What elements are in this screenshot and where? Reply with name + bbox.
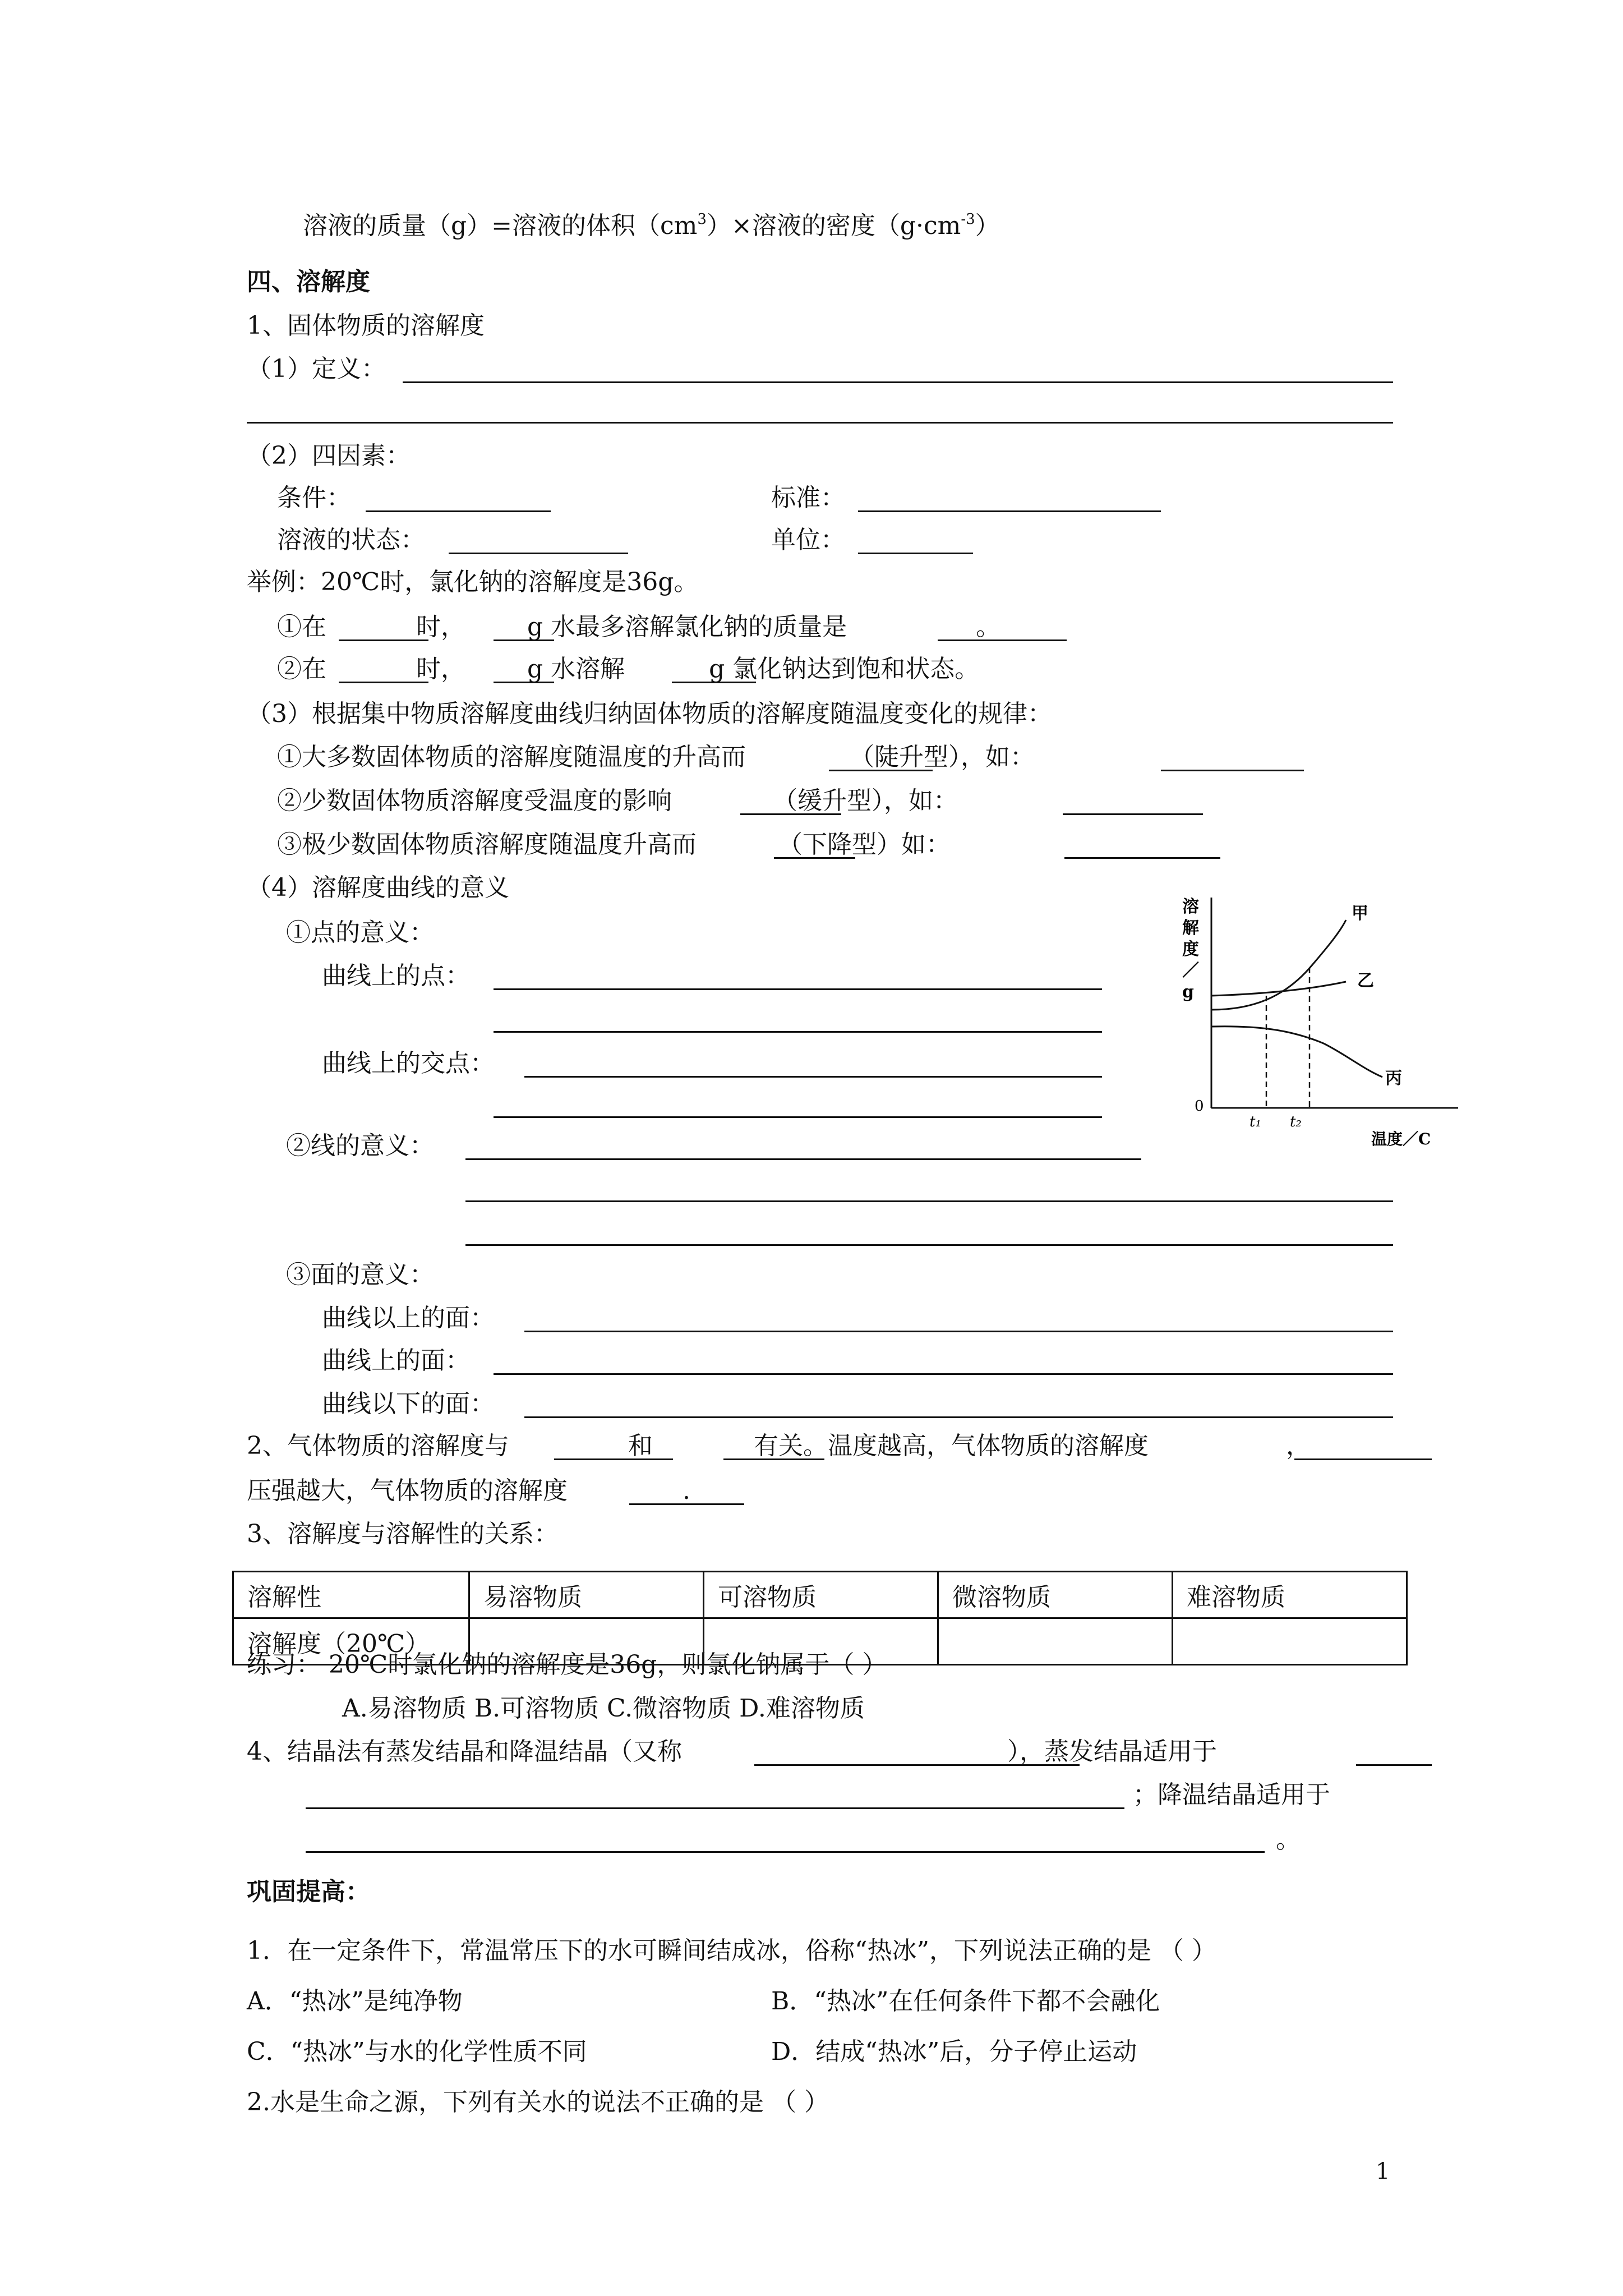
answer-line — [629, 1503, 744, 1505]
answer-line — [465, 1200, 1393, 1202]
answer-line — [403, 381, 1393, 383]
area-on-label: 曲线上的面： — [322, 1346, 470, 1375]
page-number: 1 — [1376, 2159, 1390, 2184]
example-text: 举例：20℃时，氯化钠的溶解度是36g。 — [247, 568, 699, 596]
solubility-curve-chart — [1178, 892, 1469, 1150]
definition-label: （1）定义： — [247, 355, 386, 383]
answer-line — [494, 1373, 1393, 1375]
practice-question: 练习： 20℃时氯化钠的溶解度是36g，则氯化钠属于（ ） — [247, 1650, 887, 1679]
answer-line — [774, 857, 855, 859]
q1-option-c: C．“热冰”与水的化学性质不同 — [247, 2037, 587, 2066]
example-1: ①在 时， g 水最多溶解氯化钠的质量是 。 — [277, 613, 1001, 641]
q1-option-a: A．“热冰”是纯净物 — [247, 1987, 463, 2016]
consolidate-heading: 巩固提高： — [247, 1878, 370, 1906]
answer-line — [1161, 770, 1304, 771]
answer-line — [494, 639, 554, 641]
answer-line — [306, 1807, 1124, 1809]
series-bing-label: 丙 — [1385, 1069, 1402, 1088]
answer-line — [554, 1458, 673, 1460]
answer-line — [1063, 813, 1203, 815]
four-factors-label: （2）四因素： — [247, 441, 411, 470]
t2-tick-label: t₂ — [1290, 1114, 1302, 1130]
volume-density-formula: 溶液的质量（g）=溶液的体积$(cm^3)\times$溶液的密度$(g\cdot cm^{-3})$ — [303, 211, 1000, 240]
practice-options: A.易溶物质 B.可溶物质 C.微溶物质 D.难溶物质 — [342, 1694, 865, 1723]
relation-title: 3、溶解度与溶解性的关系： — [247, 1520, 559, 1548]
table-cell: 溶解度（20℃） — [233, 1618, 469, 1665]
table-cell: 微溶物质 — [938, 1572, 1173, 1618]
answer-line — [938, 639, 1067, 641]
solution-state-label: 溶液的状态： — [277, 526, 425, 554]
rule-1: ①大多数固体物质的溶解度随温度的升高而 （陡升型），如： — [277, 743, 1035, 771]
y-axis-label-char: 度 — [1182, 940, 1199, 959]
y-axis-label-char: g — [1182, 982, 1194, 1002]
table-cell: 溶解性 — [233, 1572, 469, 1618]
section-heading: 四、溶解度 — [247, 268, 370, 296]
answer-line — [339, 682, 428, 683]
answer-line — [524, 1416, 1393, 1418]
line-meaning-label: ②线的意义： — [286, 1131, 434, 1160]
crystallization-text: 4、结晶法有蒸发结晶和降温结晶（又称 ），蒸发结晶适用于 — [247, 1737, 1217, 1766]
crystallization-end: 。 — [1276, 1825, 1301, 1854]
standard-label: 标准： — [771, 484, 845, 512]
example-2: ②在 时， g 水溶解 g 氯化钠达到饱和状态。 — [277, 655, 980, 683]
x-axis-label: 温度／C — [1371, 1130, 1431, 1148]
question-2: 2.水是生命之源，下列有关水的说法不正确的是 （ ） — [247, 2088, 829, 2116]
y-axis-label-char: 溶 — [1182, 897, 1199, 917]
area-meaning-label: ③面的意义： — [286, 1260, 434, 1289]
answer-line — [366, 510, 551, 512]
answer-line — [465, 1158, 1141, 1160]
answer-line — [672, 682, 756, 683]
answer-line — [494, 682, 554, 683]
answer-line — [449, 553, 628, 554]
answer-line — [339, 639, 428, 641]
table-cell: 易溶物质 — [469, 1572, 704, 1618]
q1-option-d: D．结成“热冰”后，分子停止运动 — [771, 2037, 1137, 2066]
rule-intro: （3）根据集中物质溶解度曲线归纳固体物质的溶解度随温度变化的规律： — [247, 700, 1052, 728]
q1-option-b: B．“热冰”在任何条件下都不会融化 — [771, 1987, 1160, 2016]
answer-line — [1356, 1764, 1432, 1766]
intersection-label: 曲线上的交点： — [322, 1049, 495, 1078]
answer-line — [524, 1331, 1393, 1332]
answer-line — [494, 1116, 1102, 1118]
answer-line — [1064, 857, 1220, 859]
origin-label: 0 — [1195, 1098, 1204, 1115]
table-cell — [1173, 1618, 1407, 1665]
answer-line — [740, 813, 841, 815]
table-row — [233, 1572, 1407, 1618]
series-jia-label: 甲 — [1352, 904, 1368, 923]
crystallization-text-2: ；降温结晶适用于 — [1133, 1780, 1330, 1809]
table-cell: 可溶物质 — [704, 1572, 938, 1618]
answer-line — [494, 1031, 1102, 1033]
answer-line — [465, 1244, 1393, 1246]
subsection-title: 1、固体物质的溶解度 — [247, 311, 485, 340]
y-axis-label — [1182, 897, 1199, 1002]
answer-line — [524, 1076, 1102, 1078]
gas-pressure: 压强越大，气体物质的溶解度 . — [247, 1476, 690, 1505]
rule-2: ②少数固体物质溶解度受温度的影响 （缓升型），如： — [277, 786, 958, 815]
answer-line — [723, 1458, 824, 1460]
t1-tick-label: t₁ — [1249, 1114, 1261, 1130]
series-yi-label: 乙 — [1357, 971, 1374, 991]
answer-line — [829, 770, 933, 771]
area-above-label: 曲线以上的面： — [322, 1304, 495, 1332]
question-1: 1．在一定条件下，常温常压下的水可瞬间结成冰，俗称“热冰”，下列说法正确的是 （ ） — [247, 1936, 1216, 1965]
point-meaning-label: ①点的意义： — [286, 918, 434, 947]
curve-meaning-title: （4）溶解度曲线的意义 — [247, 873, 509, 902]
series-jia-curve — [1211, 920, 1346, 1010]
area-below-label: 曲线以下的面： — [322, 1389, 495, 1418]
answer-line — [494, 988, 1102, 990]
answer-line — [306, 1851, 1265, 1853]
rule-3: ③极少数固体物质溶解度随温度升高而 （下降型）如： — [277, 830, 951, 859]
answer-line — [247, 422, 1393, 424]
table-cell: 难溶物质 — [1173, 1572, 1407, 1618]
answer-line — [754, 1764, 1080, 1766]
answer-line — [1294, 1458, 1432, 1460]
unit-label: 单位： — [771, 526, 845, 554]
gas-solubility: 2、气体物质的溶解度与 和 有关。温度越高，气体物质的溶解度 ， — [247, 1432, 1311, 1460]
answer-line — [858, 510, 1161, 512]
y-axis-label-char: 解 — [1182, 918, 1199, 938]
y-axis-label-char: ／ — [1182, 961, 1199, 981]
answer-line — [858, 553, 973, 554]
table-cell — [938, 1618, 1173, 1665]
series-bing-curve — [1211, 1027, 1382, 1077]
condition-label: 条件： — [277, 484, 351, 512]
point-on-curve-label: 曲线上的点： — [322, 961, 470, 990]
